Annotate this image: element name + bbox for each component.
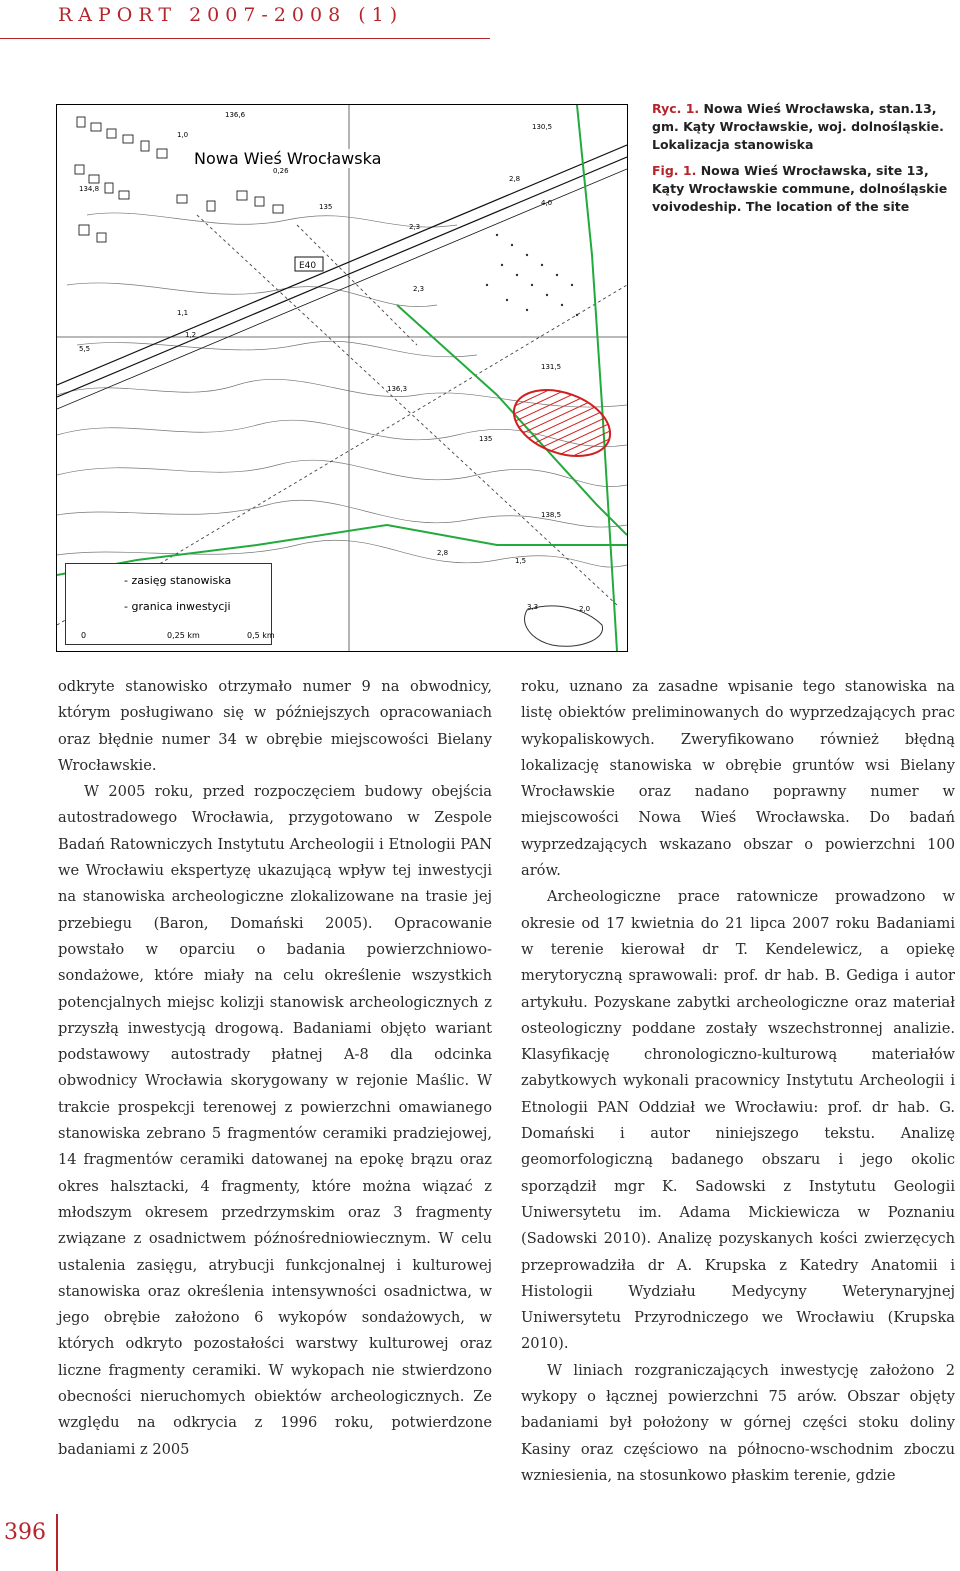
caption-polish bbox=[652, 100, 952, 154]
text-column-right bbox=[521, 674, 955, 1489]
paragraph: W 2005 roku, przed rozpoczęciem budowy obejścia autostradowego Wrocławia, przygotowano w Zespole Badań Ratowniczych Instytutu Archeologii i Etnologii PAN we Wrocławiu ekspertyzę ukazującą wpływ tej inwestycji na stanowiska archeologiczne zlokalizowane na trasie jej przebiegu (Baron, Domański 2005). Opracowanie powstało w oparciu o badania powierzchniowo-sondażowe, które miały na celu określenie wszystkich potencjalnych miejsc kolizji stanowisk archeologicznych z przyszłą inwestycją drogową. Badaniami objęto wariant podstawowy autostrady płatnej A-8 dla odcinka obwodnicy Wrocławia skorygowany w rejonie Maślic. W trakcie prospekcji terenowej z powierzchni omawianego stanowiska zebrano 5 fragmentów ceramiki pradziejowej, 14 fragmentów ceramiki datowanej na epokę brązu oraz okres halsztacki, 4 fragmenty, które można wiązać z młodszym okresem przedrzymskim oraz 3 fragmenty związane z osadnictwem późnośredniowiecznym. W celu ustalenia zasięgu, atrybucji funkcjonalnej i kulturowej stanowiska oraz określenia intensywności osadnictwa, w jego obrębie założono 6 wykopów sondażowych, w których odkryto pozostałości warstwy kulturowej oraz liczne fragmenty ceramiki. W wykopach nie stwierdzono obecności nieruchomych obiektów archeologicznych. Ze względu na odkrycia z 1996 roku, potwierdzone badaniami z 2005 bbox=[58, 783, 492, 1458]
scale-label-zero: 0 bbox=[81, 631, 87, 640]
map-height-label: 2,3 bbox=[413, 285, 425, 293]
caption-english bbox=[652, 162, 952, 216]
header-rule bbox=[0, 38, 490, 39]
caption-english-number: Fig. 1. bbox=[652, 163, 697, 178]
map-town-label: Nowa Wieś Wrocławska bbox=[194, 149, 382, 168]
paragraph: Archeologiczne prace ratownicze prowadzono w okresie od 17 kwietnia do 21 lipca 2007 roku Badaniami w terenie kierował dr T. Kendelewicz, a opiekę merytoryczną sprawowali: prof. dr hab. B. Gediga i autor artykułu. Pozyskane zabytki archeologiczne oraz materiał osteologiczny poddane zostały wszechstronnej analizie. Klasyfikację chronologiczno-kulturową materiałów zabytkowych wykonali pracownicy Instytutu Archeologii i Etnologii PAN Oddział we Wrocławiu: prof. dr hab. G. Domański i autor niniejszego tekstu. Analizę geomorfologiczną badanego obszaru i jego okolic sporządził mgr K. Sadowski z Instytutu Geologii Uniwersytetu im. Adama Mickiewicza w Poznaniu (Sadowski 2010). Analizę pozyskanych kości zwierzęcych przeprowadziła dr A. Krupska z Katedry Anatomii i Histologii Wydziału Medycyny Weterynaryjnej Uniwersytetu Przyrodniczego we Wrocławiu (Krupska 2010). bbox=[521, 888, 955, 1353]
caption-polish-text: Nowa Wieś Wrocławska, stan.13, gm. Kąty Wrocławskie, woj. dolnośląskie. Lokalizacja stanowiska bbox=[652, 101, 944, 152]
map-height-label: 131,5 bbox=[541, 363, 562, 371]
map-height-label: 1,5 bbox=[515, 557, 527, 565]
map-height-label: 3,3 bbox=[527, 603, 539, 611]
scale-label-mid: 0,25 km bbox=[167, 631, 200, 640]
scale-label-end: 0,5 km bbox=[247, 631, 275, 640]
legend-site-extent: - zasięg stanowiska bbox=[124, 574, 232, 587]
paragraph: W liniach rozgraniczających inwestycję założono 2 wykopy o łącznej powierzchni 75 arów. Obszar objęty badaniami był położony w górnej części stoku doliny Kasiny oraz częściowo na północno-wschodnim zboczu wzniesienia, na stosunkowo płaskim terenie, gdzie bbox=[521, 1361, 955, 1484]
map-height-label: 2,8 bbox=[437, 549, 449, 557]
running-header: RAPORT 2007-2008 (1) bbox=[58, 4, 404, 26]
legend-investment-boundary: - granica inwestycji bbox=[124, 600, 231, 613]
figure-caption bbox=[652, 100, 952, 224]
caption-english-text: Nowa Wieś Wrocławska, site 13, Kąty Wrocławskie commune, dolnośląskie voivodeship. The location of the site bbox=[652, 163, 948, 214]
map-height-label: 1,1 bbox=[177, 309, 189, 317]
map-height-label: 1,2 bbox=[185, 331, 197, 339]
map-height-label: 135 bbox=[479, 435, 493, 443]
map-height-label: 0,26 bbox=[273, 167, 289, 175]
orchard-area bbox=[486, 234, 578, 316]
map-height-label: 134,8 bbox=[79, 185, 100, 193]
map-height-label: 5,5 bbox=[79, 345, 91, 353]
location-map bbox=[56, 104, 628, 652]
map-height-label: 2,3 bbox=[409, 223, 421, 231]
paragraph: roku, uznano za zasadne wpisanie tego stanowiska na listę obiektów preliminowanych do wyprzedzających prac wykopaliskowych. Zweryfikowano również błędną lokalizację stanowiska w obrębie gruntów wsi Bielany Wrocławskie oraz nadano poprawny numer w miejscowości Nowa Wieś Wrocławska. Do badań wyprzedzających wskazano obszar o powierzchni 100 arów. bbox=[521, 678, 955, 880]
map-height-label: 2,8 bbox=[509, 175, 521, 183]
paragraph: odkryte stanowisko otrzymało numer 9 na obwodnicy, którym posługiwano się w późniejszych opracowaniach oraz błędnie numer 34 w obrębie miejscowości Bielany Wrocławskie. bbox=[58, 678, 492, 774]
map-height-label: 130,5 bbox=[532, 123, 553, 131]
road-sign-label: E40 bbox=[299, 261, 317, 271]
pond bbox=[525, 606, 603, 646]
text-column-left bbox=[58, 674, 492, 1463]
page-number-rule bbox=[56, 1514, 58, 1571]
page-number: 396 bbox=[4, 1520, 46, 1545]
map-height-label: 1,0 bbox=[177, 131, 189, 139]
map-height-label: 138,5 bbox=[541, 511, 562, 519]
map-height-label: 136,3 bbox=[387, 385, 408, 393]
caption-polish-number: Ryc. 1. bbox=[652, 101, 700, 116]
map-height-label: 136,6 bbox=[225, 111, 246, 119]
map-height-label: 4,0 bbox=[541, 199, 553, 207]
map-height-label: 2,0 bbox=[579, 605, 591, 613]
map-height-label: 135 bbox=[319, 203, 333, 211]
